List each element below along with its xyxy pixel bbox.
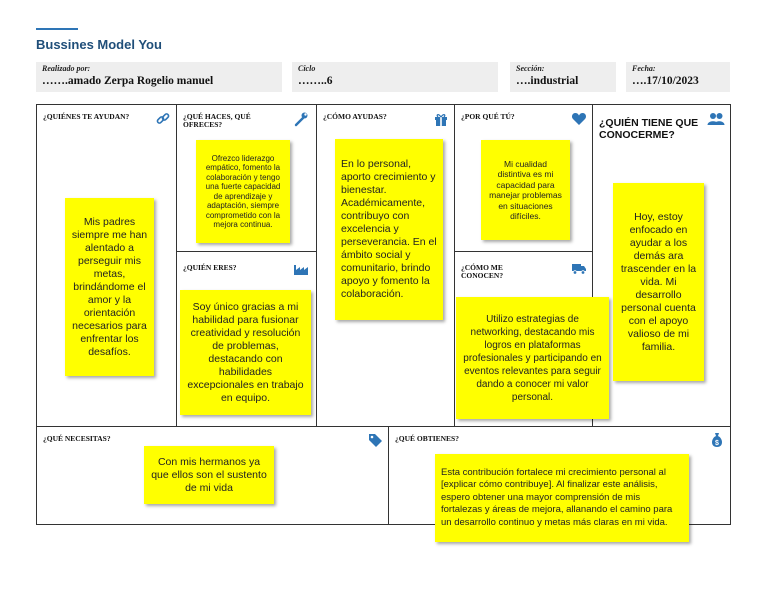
truck-icon	[571, 260, 587, 276]
svg-text:$: $	[715, 440, 719, 447]
date-value: ….17/10/2023	[632, 75, 699, 87]
note-text: Hoy, estoy enfocado en ayudar a los demás ara trascender en la vida. Mi desarrollo personal cuenta con el apoyo valioso de mi familia.	[620, 210, 697, 353]
note-text: Utilizo estrategias de networking, destacando mis logros en plataformas profesionales y participando en eventos relevantes para seguir dando a conocer mi valor personal.	[463, 313, 602, 403]
wrench-icon	[293, 111, 309, 127]
sticky-note-quien-tiene[interactable]	[613, 183, 704, 381]
author-label: Realizado por:	[42, 64, 91, 73]
note-text: Con mis hermanos ya que ellos son el sustento de mi vida	[151, 455, 267, 494]
note-text: Mis padres siempre me han alentado a perseguir mis metas, brindándome el amor y la orientación necesarios para enfrentar los desafíos.	[71, 215, 148, 358]
date-field[interactable]	[626, 62, 730, 92]
block-title: ¿CÓMO ME CONOCEN?	[461, 263, 504, 280]
note-text: Ofrezco liderazgo empático, fomento la colaboración y tengo una fuerte capacidad de aprendizaje y adaptación, siempre comprometido con la mejora continua.	[205, 153, 281, 229]
block-title: ¿QUÉ HACES, QUÉ OFRECES?	[183, 112, 251, 129]
sticky-note-que-obtienes[interactable]	[435, 454, 689, 542]
sticky-note-por-que-tu[interactable]	[481, 140, 570, 240]
gift-icon	[433, 111, 449, 127]
note-text: En lo personal, aporto crecimiento y bienestar. Académicamente, contribuyo con excelencia y perseverancia. En el ámbito social y comunitario, brindo apoyo y fomento la colaboración.	[341, 158, 437, 300]
block-title: ¿POR QUÉ TÚ?	[461, 112, 515, 121]
block-title: ¿QUIÉN ERES?	[183, 263, 237, 272]
users-icon	[707, 111, 725, 127]
block-title: ¿QUIÉNES TE AYUDAN?	[43, 112, 130, 121]
note-text: Soy único gracias a mi habilidad para fusionar creatividad y resolución de problemas, destacando con habilidades excepcionales en trabajo en equipo.	[187, 300, 304, 404]
sticky-note-como-te-conocen[interactable]	[456, 297, 609, 419]
block-title: ¿QUIÉN TIENE QUE CONOCERME?	[599, 117, 699, 141]
accent-line	[36, 28, 78, 30]
sticky-note-que-haces[interactable]	[196, 140, 290, 243]
author-value: …….amado Zerpa Rogelio manuel	[42, 75, 214, 87]
block-title: ¿QUÉ NECESITAS?	[43, 434, 111, 443]
factory-icon	[293, 260, 309, 276]
author-field[interactable]	[36, 62, 282, 92]
cycle-field[interactable]	[292, 62, 498, 92]
sticky-note-quien-eres[interactable]	[180, 290, 311, 415]
section-value: ….industrial	[516, 75, 579, 87]
cycle-value: ……..6	[298, 75, 333, 87]
section-label: Sección:	[516, 64, 545, 73]
link-icon	[155, 111, 171, 127]
heart-icon	[571, 111, 587, 127]
note-text: Mi cualidad distintiva es mi capacidad para manejar problemas en situaciones difíciles.	[489, 158, 562, 221]
page-title: Bussines Model You	[36, 37, 162, 52]
tag-icon	[367, 432, 383, 448]
block-title: ¿QUÉ OBTIENES?	[395, 434, 459, 443]
date-label: Fecha:	[632, 64, 656, 73]
cycle-label: Ciclo	[298, 64, 316, 73]
sticky-note-como-ayudas[interactable]	[335, 139, 443, 320]
block-title: ¿CÓMO AYUDAS?	[323, 112, 387, 121]
money-bag-icon	[709, 432, 725, 448]
sticky-note-quienes-te-ayudan[interactable]	[65, 198, 154, 376]
note-text: Esta contribución fortalece mi crecimiento personal al [explicar cómo contribuye]. Al finalizar este análisis, espero obtener una mayor comprensión de mis fortalezas y áreas de mejora, allanando el camino para un desarrollo continuo y metas más claras en mi vida.	[441, 466, 673, 528]
sticky-note-que-necesitas[interactable]	[144, 446, 274, 504]
section-field[interactable]	[510, 62, 616, 92]
